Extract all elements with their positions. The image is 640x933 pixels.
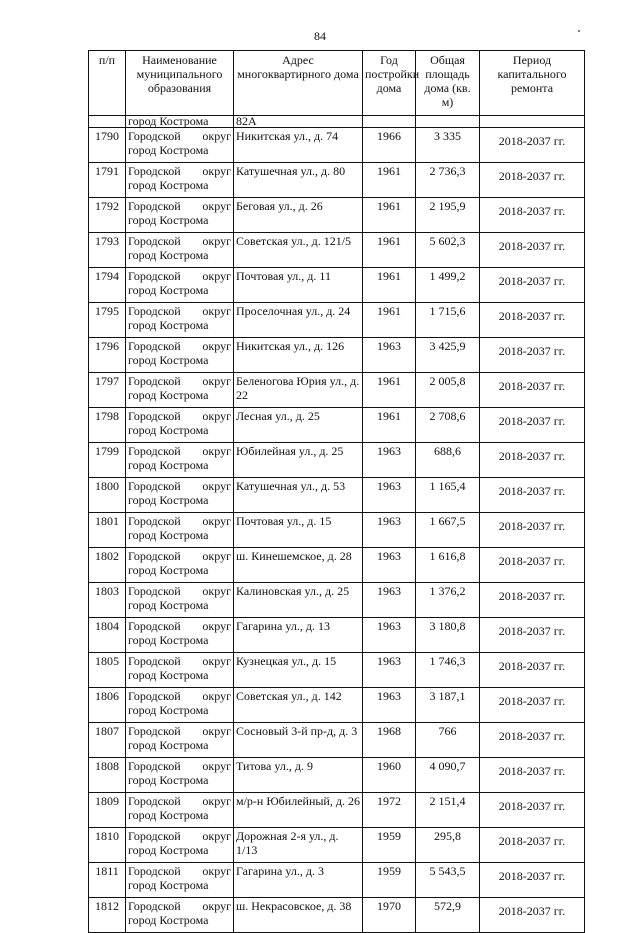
cell-municipality: Городской округ город Кострома	[126, 373, 234, 408]
cell-year: 1963	[363, 338, 416, 373]
cell-year: 1963	[363, 653, 416, 688]
cell-address: Титова ул., д. 9	[234, 758, 363, 793]
cell-num: 1809	[89, 793, 126, 828]
cell-address: Почтовая ул., д. 11	[234, 268, 363, 303]
table-row	[89, 338, 585, 373]
cell-address: Сосновый 3-й пр-д, д. 3	[234, 723, 363, 758]
table-row	[89, 793, 585, 828]
cell-area: 3 187,1	[416, 688, 480, 723]
cell-num: 1796	[89, 338, 126, 373]
cell-period: 2018-2037 гг.	[480, 128, 585, 163]
cell-period: 2018-2037 гг.	[480, 863, 585, 898]
cell-area: 1 165,4	[416, 478, 480, 513]
cell-num: 1806	[89, 688, 126, 723]
cell-municipality: Городской округ город Кострома	[126, 233, 234, 268]
cell-year: 1963	[363, 443, 416, 478]
cell-year: 1961	[363, 198, 416, 233]
cell-area: 1 667,5	[416, 513, 480, 548]
cell-address: Беленогова Юрия ул., д. 22	[234, 373, 363, 408]
cell-municipality: Городской округ город Кострома	[126, 618, 234, 653]
cell-area: 1 376,2	[416, 583, 480, 618]
cell-year: 1968	[363, 723, 416, 758]
cell-period: 2018-2037 гг.	[480, 898, 585, 933]
cell-period: 2018-2037 гг.	[480, 408, 585, 443]
table-row	[89, 548, 585, 583]
cell-area: 3 425,9	[416, 338, 480, 373]
header-municipality: Наименование муниципального образования	[126, 51, 234, 116]
cell-num: 1804	[89, 618, 126, 653]
cell-year: 1959	[363, 828, 416, 863]
housing-register-table	[88, 50, 585, 933]
cell-municipality: Городской округ город Кострома	[126, 688, 234, 723]
cell-period: 2018-2037 гг.	[480, 268, 585, 303]
cell-num: 1800	[89, 478, 126, 513]
cell-address: ш. Некрасовское, д. 38	[234, 898, 363, 933]
table-row	[89, 373, 585, 408]
cell-municipality: Городской округ город Кострома	[126, 758, 234, 793]
cell-num: 1793	[89, 233, 126, 268]
cell-area: 766	[416, 723, 480, 758]
cell-num: 1812	[89, 898, 126, 933]
cell-period: 2018-2037 гг.	[480, 548, 585, 583]
table-row	[89, 268, 585, 303]
cell-address: 82А	[234, 116, 363, 128]
cell-municipality: Городской округ город Кострома	[126, 513, 234, 548]
cell-num: 1792	[89, 198, 126, 233]
header-area: Общая площадь дома (кв. м)	[416, 51, 480, 116]
cell-area: 2 151,4	[416, 793, 480, 828]
cell-year: 1961	[363, 268, 416, 303]
table-row	[89, 723, 585, 758]
cell-municipality: Городской округ город Кострома	[126, 548, 234, 583]
cell-num: 1811	[89, 863, 126, 898]
table-row	[89, 758, 585, 793]
cell-municipality: Городской округ город Кострома	[126, 583, 234, 618]
table-row	[89, 653, 585, 688]
cell-address: Дорожная 2-я ул., д. 1/13	[234, 828, 363, 863]
cell-period: 2018-2037 гг.	[480, 723, 585, 758]
cell-municipality: Городской округ город Кострома	[126, 128, 234, 163]
cell-num: 1803	[89, 583, 126, 618]
header-row	[89, 51, 585, 116]
cell-address: Гагарина ул., д. 13	[234, 618, 363, 653]
cell-period: 2018-2037 гг.	[480, 828, 585, 863]
cell-year: 1961	[363, 373, 416, 408]
cell-year: 1961	[363, 408, 416, 443]
cell-area: 4 090,7	[416, 758, 480, 793]
cell-num: 1802	[89, 548, 126, 583]
cell-period: 2018-2037 гг.	[480, 758, 585, 793]
cell-num: 1794	[89, 268, 126, 303]
cell-area: 3 180,8	[416, 618, 480, 653]
cell-municipality: Городской округ город Кострома	[126, 793, 234, 828]
table-row	[89, 408, 585, 443]
cell-area: 2 708,6	[416, 408, 480, 443]
table-row	[89, 583, 585, 618]
cell-address: Калиновская ул., д. 25	[234, 583, 363, 618]
cell-year: 1972	[363, 793, 416, 828]
cell-area	[416, 116, 480, 128]
cell-area: 2 195,9	[416, 198, 480, 233]
cell-municipality: Городской округ город Кострома	[126, 443, 234, 478]
cell-area: 572,9	[416, 898, 480, 933]
table-row	[89, 863, 585, 898]
cell-year: 1963	[363, 583, 416, 618]
cell-num: 1808	[89, 758, 126, 793]
cell-year: 1963	[363, 618, 416, 653]
cell-area: 5 602,3	[416, 233, 480, 268]
cell-address: Катушечная ул., д. 80	[234, 163, 363, 198]
header-period: Период капитального ремонта	[480, 51, 585, 116]
cell-address: Никитская ул., д. 126	[234, 338, 363, 373]
cell-period: 2018-2037 гг.	[480, 653, 585, 688]
cell-period: 2018-2037 гг.	[480, 373, 585, 408]
cell-area: 2 736,3	[416, 163, 480, 198]
table-row	[89, 898, 585, 933]
cell-municipality: Городской округ город Кострома	[126, 653, 234, 688]
cell-municipality: Городской округ город Кострома	[126, 198, 234, 233]
table-row	[89, 233, 585, 268]
cell-address: Кузнецкая ул., д. 15	[234, 653, 363, 688]
cell-address: Проселочная ул., д. 24	[234, 303, 363, 338]
table-row	[89, 618, 585, 653]
cell-num: 1791	[89, 163, 126, 198]
cell-address: Беговая ул., д. 26	[234, 198, 363, 233]
cell-address: Советская ул., д. 142	[234, 688, 363, 723]
cell-period: 2018-2037 гг.	[480, 513, 585, 548]
cell-municipality: Городской округ город Кострома	[126, 303, 234, 338]
cell-num: 1810	[89, 828, 126, 863]
table-row	[89, 163, 585, 198]
cell-period: 2018-2037 гг.	[480, 618, 585, 653]
cell-municipality: город Кострома	[126, 116, 234, 128]
continuation-row	[89, 116, 585, 128]
table-row	[89, 128, 585, 163]
scan-speck	[578, 30, 580, 32]
cell-period: 2018-2037 гг.	[480, 233, 585, 268]
cell-address: Никитская ул., д. 74	[234, 128, 363, 163]
table-row	[89, 443, 585, 478]
cell-area: 1 746,3	[416, 653, 480, 688]
cell-area: 2 005,8	[416, 373, 480, 408]
cell-municipality: Городской округ город Кострома	[126, 268, 234, 303]
cell-period: 2018-2037 гг.	[480, 583, 585, 618]
cell-num: 1801	[89, 513, 126, 548]
cell-period: 2018-2037 гг.	[480, 688, 585, 723]
table-row	[89, 478, 585, 513]
cell-year: 1961	[363, 163, 416, 198]
cell-num: 1799	[89, 443, 126, 478]
cell-municipality: Городской округ город Кострома	[126, 828, 234, 863]
table-row	[89, 688, 585, 723]
table-row	[89, 828, 585, 863]
cell-address: Катушечная ул., д. 53	[234, 478, 363, 513]
table-row	[89, 513, 585, 548]
header-address: Адрес многоквартирного дома	[234, 51, 363, 116]
cell-period: 2018-2037 гг.	[480, 198, 585, 233]
cell-num: 1797	[89, 373, 126, 408]
header-num: п/п	[89, 51, 126, 116]
cell-num	[89, 116, 126, 128]
cell-year: 1970	[363, 898, 416, 933]
cell-address: Юбилейная ул., д. 25	[234, 443, 363, 478]
cell-area: 3 335	[416, 128, 480, 163]
cell-year: 1963	[363, 548, 416, 583]
cell-address: м/р-н Юбилейный, д. 26	[234, 793, 363, 828]
cell-year: 1966	[363, 128, 416, 163]
cell-year: 1959	[363, 863, 416, 898]
cell-period: 2018-2037 гг.	[480, 163, 585, 198]
table-body	[89, 116, 585, 933]
cell-municipality: Городской округ город Кострома	[126, 898, 234, 933]
cell-address: Советская ул., д. 121/5	[234, 233, 363, 268]
cell-municipality: Городской округ город Кострома	[126, 408, 234, 443]
cell-address: Лесная ул., д. 25	[234, 408, 363, 443]
table-row	[89, 303, 585, 338]
cell-period: 2018-2037 гг.	[480, 793, 585, 828]
cell-year: 1961	[363, 233, 416, 268]
cell-num: 1807	[89, 723, 126, 758]
cell-area: 5 543,5	[416, 863, 480, 898]
cell-num: 1798	[89, 408, 126, 443]
header-year: Год постройки дома	[363, 51, 416, 116]
cell-num: 1795	[89, 303, 126, 338]
cell-num: 1790	[89, 128, 126, 163]
table-header	[89, 51, 585, 116]
cell-address: ш. Кинешемское, д. 28	[234, 548, 363, 583]
cell-municipality: Городской округ город Кострома	[126, 478, 234, 513]
cell-num: 1805	[89, 653, 126, 688]
cell-period: 2018-2037 гг.	[480, 338, 585, 373]
cell-area: 1 499,2	[416, 268, 480, 303]
cell-address: Гагарина ул., д. 3	[234, 863, 363, 898]
cell-year: 1963	[363, 688, 416, 723]
cell-municipality: Городской округ город Кострома	[126, 163, 234, 198]
cell-year: 1963	[363, 513, 416, 548]
cell-year: 1961	[363, 303, 416, 338]
cell-year: 1963	[363, 478, 416, 513]
cell-municipality: Городской округ город Кострома	[126, 723, 234, 758]
cell-area: 295,8	[416, 828, 480, 863]
page-number: 84	[314, 29, 326, 43]
cell-period: 2018-2037 гг.	[480, 478, 585, 513]
cell-year	[363, 116, 416, 128]
cell-municipality: Городской округ город Кострома	[126, 863, 234, 898]
table-row	[89, 198, 585, 233]
cell-area: 1 616,8	[416, 548, 480, 583]
cell-address: Почтовая ул., д. 15	[234, 513, 363, 548]
cell-period: 2018-2037 гг.	[480, 303, 585, 338]
cell-municipality: Городской округ город Кострома	[126, 338, 234, 373]
cell-period: 2018-2037 гг.	[480, 443, 585, 478]
cell-year: 1960	[363, 758, 416, 793]
cell-area: 1 715,6	[416, 303, 480, 338]
cell-period	[480, 116, 585, 128]
cell-area: 688,6	[416, 443, 480, 478]
